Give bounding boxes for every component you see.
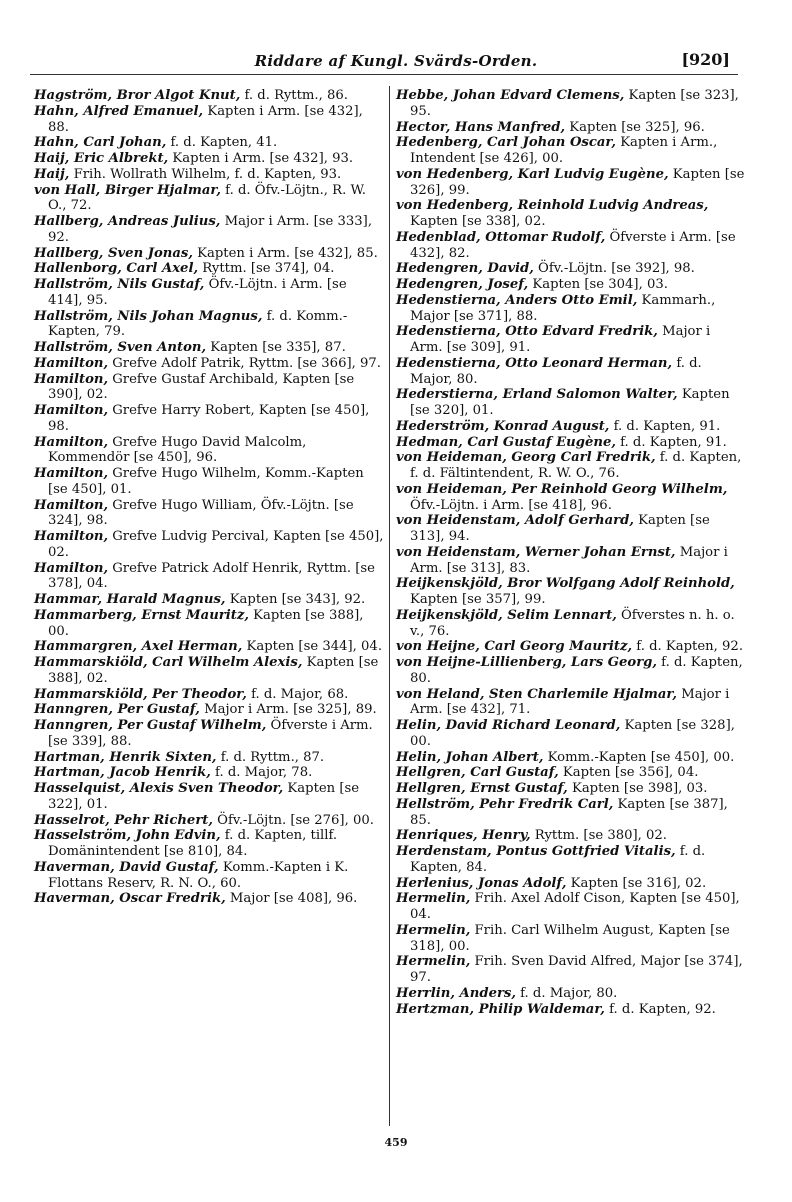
entry-details: f. d. Komm.-Kapten, 79. <box>48 308 348 340</box>
entry-details: Grefve Patrick Adolf Henrik, Ryttm. [se 378], 04. <box>48 560 375 592</box>
register-entry <box>396 781 746 797</box>
entry-details: Kapten [se 328], 00. <box>410 718 735 749</box>
column-divider <box>389 86 390 1126</box>
entry-name: Haverman, Oscar Fredrik, <box>34 891 226 907</box>
register-entry <box>34 718 384 750</box>
entry-name: Hammarskiöld, Per Theodor, <box>34 686 247 702</box>
entry-name: Hebbe, Johan Edvard Clemens, <box>396 88 625 103</box>
entry-name: Haij, <box>34 166 70 182</box>
entry-details: Grefve Adolf Patrik, Ryttm. [se 366], 97. <box>108 355 381 371</box>
register-entry <box>34 88 384 104</box>
register-entry <box>396 891 746 923</box>
entry-details: f. d. Öfv.-Löjtn., R. W. O., 72. <box>48 182 366 214</box>
entry-name: Hedenstierna, Anders Otto Emil, <box>396 292 638 308</box>
entry-name: Hasselström, John Edvin, <box>34 828 221 844</box>
register-entry <box>34 813 384 829</box>
register-entry <box>34 687 384 703</box>
register-entry <box>34 214 384 246</box>
entry-details: Öfv.-Löjtn. [se 276], 00. <box>212 812 374 828</box>
register-entry <box>396 750 746 766</box>
entry-name: von Hall, Birger Hjalmar, <box>34 182 221 198</box>
register-entry <box>396 277 746 293</box>
entry-details: f. d. Kapten, 92. <box>604 1001 716 1017</box>
register-entry <box>396 356 746 388</box>
entry-details: f. d. Kapten, 80. <box>410 655 743 686</box>
entry-name: Hallenborg, Carl Axel, <box>34 261 199 277</box>
register-entry <box>34 608 384 640</box>
entry-name: Haverman, David Gustaf, <box>34 859 219 875</box>
register-entry <box>34 372 384 404</box>
header-rule <box>30 74 738 75</box>
entry-details: Frih. Axel Adolf Cison, Kapten [se 450], 04. <box>410 891 740 922</box>
register-entry <box>34 750 384 766</box>
entry-name: Hahn, Alfred Emanuel, <box>34 103 204 119</box>
entry-details: Kapten [se 304], 03. <box>528 277 668 292</box>
register-entry <box>396 608 746 640</box>
register-entry <box>396 545 746 577</box>
entry-details: Ryttm. [se 374], 04. <box>198 261 335 277</box>
entry-name: Hederstierna, Erland Salomon Walter, <box>396 387 678 403</box>
entry-name: von Heidenstam, Adolf Gerhard, <box>396 513 634 529</box>
register-entry <box>34 135 384 151</box>
entry-details: Kapten [se 343], 92. <box>225 592 366 607</box>
register-entry <box>396 828 746 844</box>
entry-details: Kapten [se 344], 04. <box>242 639 383 655</box>
entry-name: Hammarberg, Ernst Mauritz, <box>34 607 249 623</box>
register-entry <box>34 466 384 498</box>
entry-details: Major i Arm. [se 432], 71. <box>410 686 730 718</box>
entry-name: Herlenius, Jonas Adolf, <box>396 875 567 891</box>
entry-details: Komm.-Kapten i K. Flottans Reserv, R. N. O., 60. <box>48 859 349 891</box>
entry-name: Hallström, Nils Gustaf, <box>34 277 205 292</box>
page-number: 459 <box>384 1136 408 1149</box>
entry-name: Hamilton, <box>34 529 109 544</box>
entry-name: Hamilton, <box>34 466 109 481</box>
entry-details: Kapten [se 398], 03. <box>567 781 708 796</box>
register-entry <box>396 718 746 750</box>
register-entry <box>396 435 746 451</box>
register-entry <box>396 876 746 892</box>
entry-name: Hamilton, <box>34 497 109 513</box>
register-entry <box>396 230 746 262</box>
register-entry <box>34 639 384 655</box>
register-entry <box>396 923 746 955</box>
entry-details: f. d. Major, 80. <box>515 985 618 1001</box>
register-entry <box>396 1002 746 1018</box>
entry-details: f. d. Kapten, tillf. Domänintendent [se 810], 84. <box>48 828 338 859</box>
entry-details: Major i Arm. [se 325], 89. <box>199 702 377 718</box>
register-entry <box>396 765 746 781</box>
register-entry <box>34 529 384 561</box>
register-entry <box>396 293 746 325</box>
entry-name: von Hedenberg, Reinhold Ludvig Andreas, <box>396 198 709 214</box>
register-entry <box>396 954 746 986</box>
entry-name: Henriques, Henry, <box>396 828 531 844</box>
entry-name: Hartman, Henrik Sixten, <box>34 749 217 765</box>
entry-name: Hahn, Carl Johan, <box>34 135 167 151</box>
register-entry <box>34 356 384 372</box>
entry-details: Grefve Hugo David Malcolm, Kommendör [se 450], 96. <box>48 434 307 466</box>
register-entry <box>34 403 384 435</box>
left-column <box>34 88 384 907</box>
register-entry <box>396 88 746 120</box>
entry-name: Hallberg, Andreas Julius, <box>34 214 221 229</box>
entry-details: Kapten [se 357], 99. <box>410 592 546 607</box>
register-entry <box>34 183 384 215</box>
entry-name: Hedenblad, Ottomar Rudolf, <box>396 229 606 245</box>
entry-name: Helin, David Richard Leonard, <box>396 718 621 733</box>
register-entry <box>34 592 384 608</box>
register-entry <box>396 261 746 277</box>
register-entry <box>396 324 746 356</box>
entry-name: Herrlin, Anders, <box>396 985 516 1001</box>
register-entry <box>34 277 384 309</box>
entry-name: Hanngren, Per Gustaf Wilhelm, <box>34 718 267 733</box>
entry-details: Öfverste i Arm. [se 432], 82. <box>410 229 736 261</box>
register-entry <box>34 561 384 593</box>
entry-name: Herdenstam, Pontus Gottfried Vitalis, <box>396 844 676 859</box>
register-entry <box>396 387 746 419</box>
entry-details: f. d. Kapten, 92. <box>632 639 744 655</box>
register-entry <box>34 891 384 907</box>
register-entry <box>34 167 384 183</box>
entry-details: Öfverstes n. h. o. v., 76. <box>410 607 735 639</box>
entry-name: Hedenstierna, Otto Leonard Herman, <box>396 355 673 371</box>
entry-details: Öfv.-Löjtn. i Arm. [se 414], 95. <box>48 277 347 308</box>
register-entry <box>34 435 384 467</box>
entry-name: von Heland, Sten Charlemile Hjalmar, <box>396 686 678 702</box>
entry-details: f. d. Kapten, 91. <box>609 418 721 434</box>
entry-details: f. d. Major, 80. <box>410 355 702 387</box>
entry-name: Hector, Hans Manfred, <box>396 119 566 135</box>
entry-details: Grefve Ludvig Percival, Kapten [se 450], 02. <box>48 529 384 560</box>
entry-name: Hamilton, <box>34 560 109 576</box>
entry-name: Hallström, Sven Anton, <box>34 340 207 355</box>
entry-details: f. d. Ryttm., 87. <box>216 749 325 765</box>
entry-details: Kapten [se 388], 00. <box>48 607 364 639</box>
entry-name: Hedenstierna, Otto Edvard Fredrik, <box>396 324 658 340</box>
entry-details: Frih. Carl Wilhelm August, Kapten [se 318], 00. <box>410 922 730 954</box>
entry-name: Hermelin, <box>396 922 471 938</box>
register-entry <box>396 135 746 167</box>
entry-details: Kapten [se 325], 96. <box>565 119 705 135</box>
entry-name: Hammargren, Axel Herman, <box>34 639 243 655</box>
entry-details: Kapten i Arm. [se 432], 93. <box>168 151 354 166</box>
entry-details: Kapten i Arm. [se 432], 88. <box>48 103 363 135</box>
register-entry <box>396 167 746 199</box>
entry-name: Hellgren, Carl Gustaf, <box>396 765 559 781</box>
register-entry <box>396 419 746 435</box>
entry-details: f. d. Kapten, 84. <box>410 844 706 875</box>
register-entry <box>34 246 384 262</box>
register-entry <box>396 450 746 482</box>
entry-details: Öfv.-Löjtn. i Arm. [se 418], 96. <box>410 497 612 513</box>
entry-details: Kapten [se 388], 02. <box>48 655 379 686</box>
entry-details: Grefve Gustaf Archibald, Kapten [se 390], 02. <box>48 371 355 403</box>
entry-name: Hasselquist, Alexis Sven Theodor, <box>34 781 284 796</box>
entry-details: Kapten [se 316], 02. <box>566 875 707 891</box>
entry-name: von Heijne-Lillienberg, Lars Georg, <box>396 655 657 670</box>
entry-name: Hallberg, Sven Jonas, <box>34 245 193 261</box>
entry-details: f. d. Kapten, f. d. Fältintendent, R. W. O., 76. <box>410 450 742 481</box>
register-entry <box>396 198 746 230</box>
entry-name: Hellström, Pehr Fredrik Carl, <box>396 796 614 812</box>
register-entry <box>34 309 384 341</box>
entry-name: von Heideman, Georg Carl Fredrik, <box>396 450 656 466</box>
entry-details: f. d. Major, 78. <box>210 765 313 781</box>
entry-details: Major i Arm. [se 309], 91. <box>410 324 711 355</box>
entry-details: f. d. Kapten, 91. <box>615 434 727 450</box>
entry-details: Kapten [se 335], 87. <box>206 340 346 355</box>
entry-name: Hedman, Carl Gustaf Eugène, <box>396 434 616 450</box>
entry-name: Hammarskiöld, Carl Wilhelm Alexis, <box>34 655 303 670</box>
running-title: Riddare af Kungl. Svärds-Orden. <box>254 52 538 70</box>
entry-details: Frih. Sven David Alfred, Major [se 374], 97. <box>410 954 743 985</box>
entry-details: Kapten [se 322], 01. <box>48 781 360 812</box>
entry-name: Hanngren, Per Gustaf, <box>34 702 200 718</box>
register-entry <box>396 639 746 655</box>
register-entry <box>34 104 384 136</box>
entry-name: Hermelin, <box>396 954 471 970</box>
entry-details: Öfverste i Arm. [se 339], 88. <box>48 718 373 749</box>
register-entry <box>34 498 384 530</box>
entry-details: f. d. Ryttm., 86. <box>240 88 348 103</box>
entry-details: Kapten i Arm. [se 432], 85. <box>192 245 378 261</box>
entry-details: Kapten i Arm., Intendent [se 426], 00. <box>410 135 718 166</box>
register-entry <box>34 765 384 781</box>
page-reference: [920] <box>681 50 730 69</box>
entry-name: Hedenberg, Carl Johan Oscar, <box>396 135 617 151</box>
entry-name: Hederström, Konrad August, <box>396 418 610 434</box>
entry-details: Grefve Hugo Wilhelm, Komm.-Kapten [se 450], 01. <box>48 466 364 497</box>
entry-name: von Heidenstam, Werner Johan Ernst, <box>396 544 676 560</box>
entry-name: Hammar, Harald Magnus, <box>34 592 226 607</box>
entry-name: Hamilton, <box>34 355 109 371</box>
entry-details: Kapten [se 320], 01. <box>410 387 730 418</box>
entry-name: Hedengren, Josef, <box>396 277 529 292</box>
entry-details: f. d. Kapten, 41. <box>166 135 278 151</box>
entry-details: Major i Arm. [se 313], 83. <box>410 544 728 576</box>
register-entry <box>34 828 384 860</box>
entry-details: f. d. Major, 68. <box>246 686 349 702</box>
entry-name: von Hedenberg, Karl Ludvig Eugène, <box>396 166 669 182</box>
register-entry <box>34 151 384 167</box>
register-entry <box>396 687 746 719</box>
register-entry <box>34 340 384 356</box>
entry-details: Grefve Harry Robert, Kapten [se 450], 98. <box>48 403 370 434</box>
entry-details: Komm.-Kapten [se 450], 00. <box>543 749 735 765</box>
entry-details: Major [se 408], 96. <box>225 891 358 907</box>
entry-name: Hellgren, Ernst Gustaf, <box>396 781 568 796</box>
entry-name: Heijkenskjöld, Bror Wolfgang Adolf Reinhold, <box>396 576 735 592</box>
entry-name: von Heijne, Carl Georg Mauritz, <box>396 639 633 655</box>
entry-name: Hamilton, <box>34 403 109 418</box>
register-entry <box>396 482 746 514</box>
entry-name: von Heideman, Per Reinhold Georg Wilhelm, <box>396 481 728 497</box>
register-entry <box>396 844 746 876</box>
entry-name: Hamilton, <box>34 371 109 387</box>
register-entry <box>396 576 746 608</box>
entry-details: Kapten [se 326], 99. <box>410 166 745 198</box>
register-entry <box>396 513 746 545</box>
entry-name: Hermelin, <box>396 891 471 907</box>
page-header <box>0 44 792 78</box>
right-column <box>396 88 746 1017</box>
entry-details: Kapten [se 313], 94. <box>410 513 710 544</box>
register-entry <box>396 655 746 687</box>
entry-details: Major i Arm. [se 333], 92. <box>48 214 373 245</box>
register-entry <box>34 781 384 813</box>
entry-details: Kammarh., Major [se 371], 88. <box>410 292 716 324</box>
entry-name: Haij, Eric Albrekt, <box>34 151 169 166</box>
register-entry <box>396 986 746 1002</box>
entry-details: Kapten [se 356], 04. <box>558 765 699 781</box>
entry-details: Kapten [se 387], 85. <box>410 796 728 828</box>
entry-name: Hedengren, David, <box>396 261 534 277</box>
register-entry <box>34 860 384 892</box>
entry-details: Öfv.-Löjtn. [se 392], 98. <box>533 261 695 277</box>
entry-details: Kapten [se 338], 02. <box>410 214 546 229</box>
entry-details: Kapten [se 323], 95. <box>410 88 739 119</box>
entry-name: Hertzman, Philip Waldemar, <box>396 1001 605 1017</box>
register-entry <box>396 797 746 829</box>
entry-details: Grefve Hugo William, Öfv.-Löjtn. [se 324], 98. <box>48 497 354 529</box>
entry-name: Hartman, Jacob Henrik, <box>34 765 211 781</box>
entry-name: Hallström, Nils Johan Magnus, <box>34 308 263 324</box>
entry-name: Hasselrot, Pehr Richert, <box>34 812 213 828</box>
entry-details: Ryttm. [se 380], 02. <box>530 828 668 844</box>
entry-details: Frih. Wollrath Wilhelm, f. d. Kapten, 93. <box>69 166 342 182</box>
register-entry <box>34 702 384 718</box>
entry-name: Hamilton, <box>34 434 109 450</box>
register-entry <box>396 120 746 136</box>
register-entry <box>34 261 384 277</box>
register-entry <box>34 655 384 687</box>
entry-name: Hagström, Bror Algot Knut, <box>34 88 241 103</box>
entry-name: Heijkenskjöld, Selim Lennart, <box>396 607 617 623</box>
entry-name: Helin, Johan Albert, <box>396 749 544 765</box>
